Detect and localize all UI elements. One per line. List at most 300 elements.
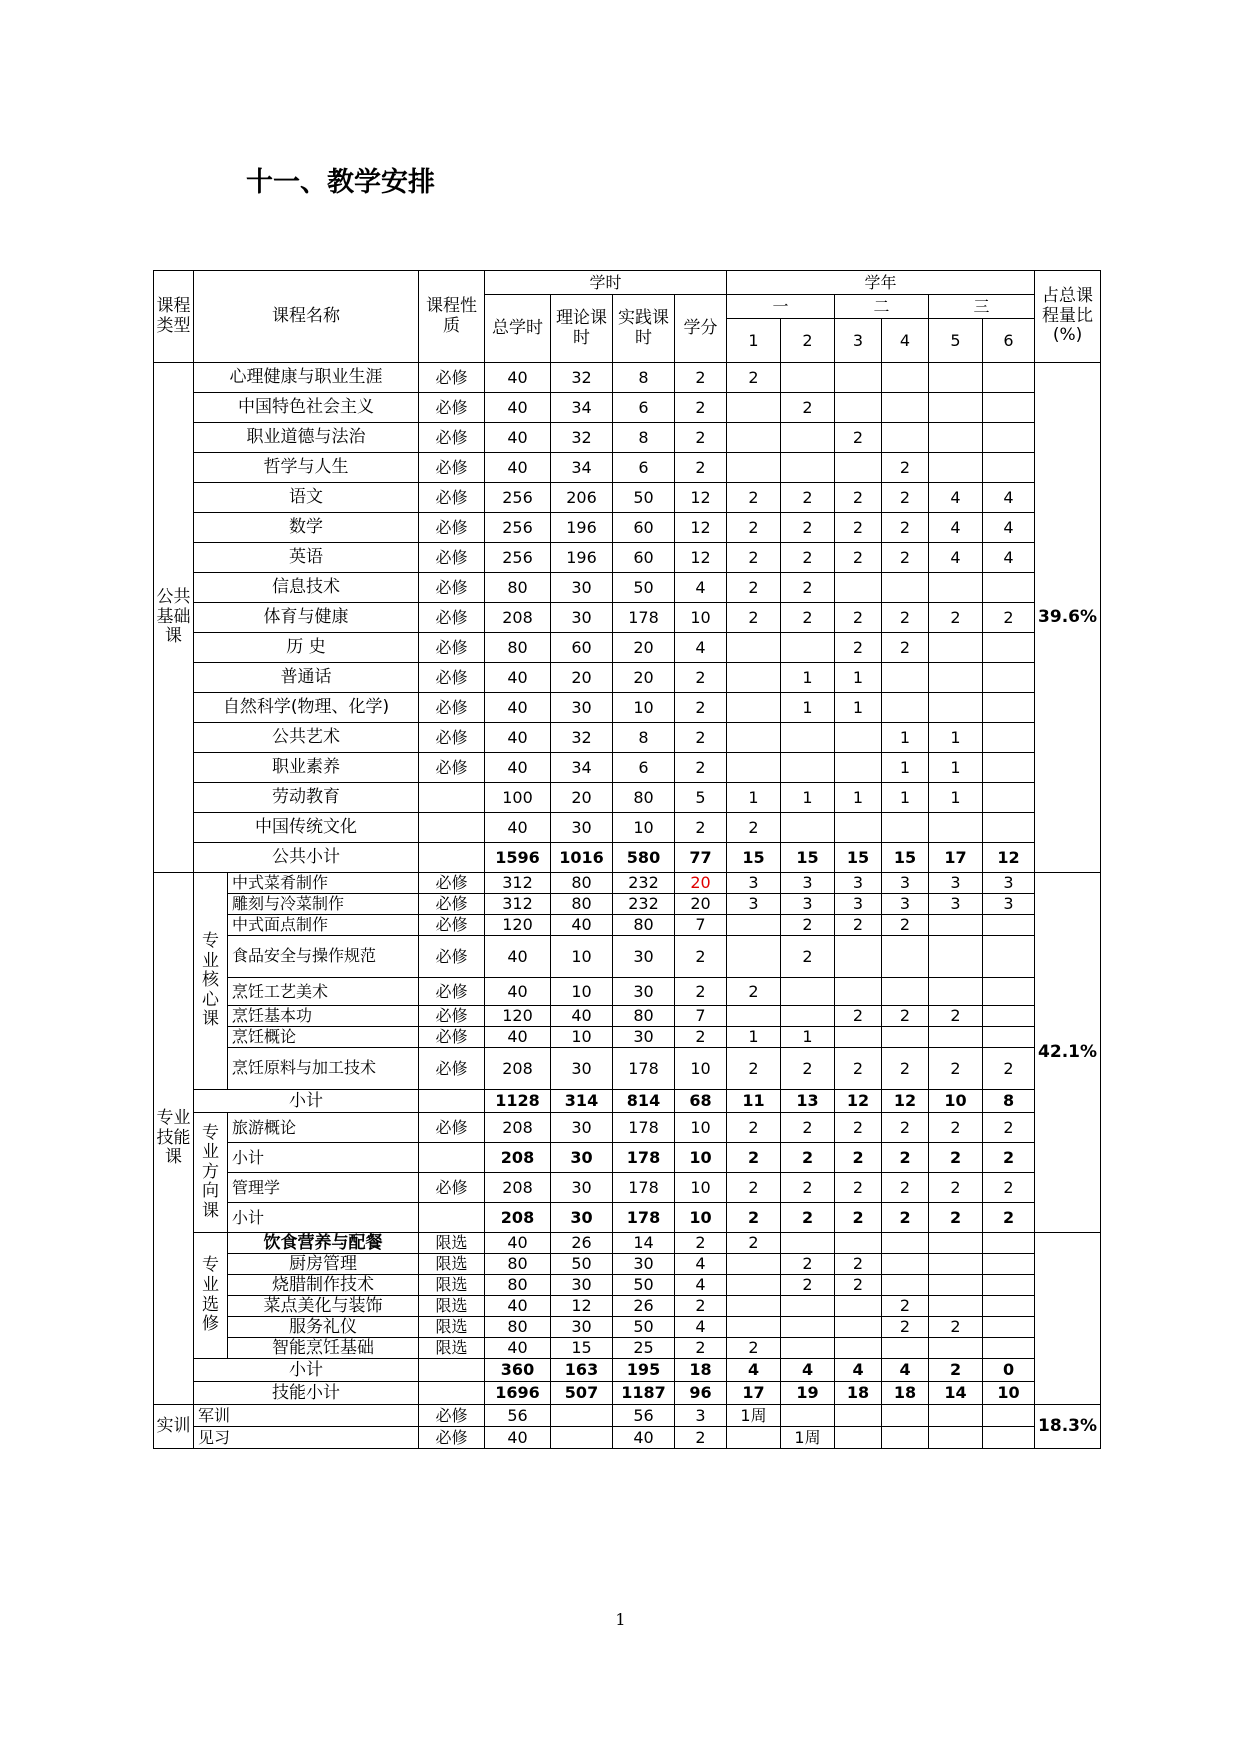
table-cell: 2 <box>983 1048 1035 1090</box>
table-cell <box>983 1233 1035 1254</box>
header-practice-hours: 实践课时 <box>613 295 675 363</box>
header-semester-5: 5 <box>929 319 983 363</box>
table-cell: 195 <box>613 1359 675 1382</box>
table-cell: 15 <box>727 843 781 873</box>
table-row <box>154 603 1101 633</box>
table-cell <box>727 1296 781 1317</box>
table-cell: 2 <box>835 1203 882 1233</box>
course-nature: 限选 <box>419 1233 485 1254</box>
table-cell: 2 <box>929 1203 983 1233</box>
table-row <box>154 1113 1101 1143</box>
course-nature: 必修 <box>419 873 485 894</box>
table-cell: 2 <box>835 423 882 453</box>
table-cell: 3 <box>727 873 781 894</box>
table-cell: 10 <box>613 693 675 723</box>
table-cell: 2 <box>781 1143 835 1173</box>
table-cell: 3 <box>882 894 929 915</box>
table-cell: 2 <box>983 1143 1035 1173</box>
table-cell: 2 <box>882 1203 929 1233</box>
table-cell: 30 <box>551 813 613 843</box>
table-row <box>154 723 1101 753</box>
table-cell: 1187 <box>613 1382 675 1405</box>
table-cell <box>983 1275 1035 1296</box>
table-cell: 12 <box>835 1090 882 1113</box>
table-cell: 34 <box>551 753 613 783</box>
course-nature: 必修 <box>419 513 485 543</box>
table-cell: 18 <box>675 1359 727 1382</box>
table-cell <box>727 663 781 693</box>
table-cell: 19 <box>781 1382 835 1405</box>
table-cell <box>835 813 882 843</box>
table-cell: 4 <box>675 1275 727 1296</box>
table-cell: 2 <box>675 1338 727 1359</box>
table-cell: 120 <box>485 1006 551 1027</box>
table-cell: 1 <box>929 783 983 813</box>
table-cell: 2 <box>882 543 929 573</box>
course-name: 军训 <box>194 1405 419 1427</box>
table-cell: 256 <box>485 543 551 573</box>
course-name: 烹饪工艺美术 <box>228 978 419 1006</box>
table-cell: 2 <box>675 978 727 1006</box>
table-cell <box>983 1254 1035 1275</box>
table-cell <box>983 423 1035 453</box>
course-name: 体育与健康 <box>194 603 419 633</box>
table-cell <box>929 393 983 423</box>
course-nature: 必修 <box>419 1006 485 1027</box>
table-cell <box>835 723 882 753</box>
table-cell: 2 <box>727 1338 781 1359</box>
table-cell: 507 <box>551 1382 613 1405</box>
table-cell: 4 <box>675 633 727 663</box>
table-cell: 12 <box>675 483 727 513</box>
table-cell: 314 <box>551 1090 613 1113</box>
table-cell: 2 <box>675 723 727 753</box>
table-cell: 40 <box>485 1233 551 1254</box>
table-cell <box>882 1405 929 1427</box>
table-cell: 4 <box>675 573 727 603</box>
table-cell: 80 <box>613 783 675 813</box>
table-cell <box>781 423 835 453</box>
table-cell <box>983 1405 1035 1427</box>
table-cell <box>929 453 983 483</box>
table-cell: 34 <box>551 393 613 423</box>
table-cell: 8 <box>613 363 675 393</box>
table-cell: 10 <box>675 603 727 633</box>
table-cell: 14 <box>613 1233 675 1254</box>
table-cell: 2 <box>781 483 835 513</box>
table-cell: 2 <box>675 936 727 978</box>
table-cell: 96 <box>675 1382 727 1405</box>
table-cell: 2 <box>675 753 727 783</box>
table-cell: 40 <box>485 423 551 453</box>
table-cell: 40 <box>485 1427 551 1449</box>
table-cell: 20 <box>613 663 675 693</box>
header-school-year: 学年 <box>727 271 1035 295</box>
table-cell: 2 <box>835 1143 882 1173</box>
table-cell: 12 <box>551 1296 613 1317</box>
table-cell: 32 <box>551 363 613 393</box>
table-cell: 1 <box>835 783 882 813</box>
table-cell: 2 <box>835 915 882 936</box>
table-cell <box>882 1027 929 1048</box>
table-row <box>154 693 1101 723</box>
table-cell: 2 <box>727 1203 781 1233</box>
table-cell: 20 <box>551 783 613 813</box>
table-cell: 40 <box>485 663 551 693</box>
table-cell <box>929 1427 983 1449</box>
table-cell: 196 <box>551 513 613 543</box>
course-name: 雕刻与冷菜制作 <box>228 894 419 915</box>
table-row <box>154 936 1101 978</box>
table-row <box>154 894 1101 915</box>
table-cell: 40 <box>485 978 551 1006</box>
table-cell: 2 <box>882 603 929 633</box>
table-cell <box>727 633 781 663</box>
table-cell <box>727 453 781 483</box>
course-nature <box>419 1143 485 1173</box>
table-cell <box>983 393 1035 423</box>
table-cell: 4 <box>675 1317 727 1338</box>
course-nature: 限选 <box>419 1317 485 1338</box>
group-training: 实训 <box>154 1405 194 1449</box>
table-cell: 1周 <box>781 1427 835 1449</box>
course-nature: 必修 <box>419 663 485 693</box>
course-name: 智能烹饪基础 <box>228 1338 419 1359</box>
table-cell: 80 <box>485 573 551 603</box>
table-row <box>154 1027 1101 1048</box>
table-cell: 14 <box>929 1382 983 1405</box>
course-name: 旅游概论 <box>228 1113 419 1143</box>
table-row <box>154 813 1101 843</box>
table-cell: 2 <box>781 513 835 543</box>
group-professional-skill: 专业技能课 <box>154 873 194 1405</box>
table-cell <box>929 633 983 663</box>
table-cell <box>835 1296 882 1317</box>
table-cell: 50 <box>613 1275 675 1296</box>
table-cell: 2 <box>882 633 929 663</box>
table-cell: 2 <box>781 543 835 573</box>
table-row <box>154 1254 1101 1275</box>
header-course-type: 课程类型 <box>154 271 194 363</box>
table-cell: 2 <box>882 513 929 543</box>
table-cell <box>882 423 929 453</box>
course-name: 管理学 <box>228 1173 419 1203</box>
table-cell <box>882 693 929 723</box>
course-name: 见习 <box>194 1427 419 1449</box>
page-number: 1 <box>615 1610 626 1629</box>
table-cell: 4 <box>983 483 1035 513</box>
table-cell: 256 <box>485 483 551 513</box>
course-nature <box>419 843 485 873</box>
table-cell: 312 <box>485 873 551 894</box>
table-cell: 10 <box>551 1027 613 1048</box>
table-cell: 2 <box>929 1317 983 1338</box>
table-cell <box>983 693 1035 723</box>
table-cell: 2 <box>929 1173 983 1203</box>
table-cell: 4 <box>983 513 1035 543</box>
table-cell: 26 <box>613 1296 675 1317</box>
table-cell: 208 <box>485 1203 551 1233</box>
table-cell <box>929 978 983 1006</box>
table-cell: 32 <box>551 723 613 753</box>
table-cell: 11 <box>727 1090 781 1113</box>
table-cell <box>727 1275 781 1296</box>
course-nature: 必修 <box>419 693 485 723</box>
header-hours: 学时 <box>485 271 727 295</box>
table-cell: 10 <box>675 1203 727 1233</box>
table-cell: 80 <box>485 1275 551 1296</box>
course-nature <box>419 1359 485 1382</box>
table-row <box>154 978 1101 1006</box>
course-nature <box>419 1382 485 1405</box>
table-cell: 2 <box>882 1006 929 1027</box>
table-cell: 1 <box>929 723 983 753</box>
table-cell <box>835 573 882 603</box>
table-cell <box>929 363 983 393</box>
table-cell: 2 <box>882 483 929 513</box>
table-cell: 2 <box>781 1275 835 1296</box>
table-cell <box>727 915 781 936</box>
course-nature: 必修 <box>419 363 485 393</box>
course-nature: 限选 <box>419 1338 485 1359</box>
table-body <box>154 363 1101 1449</box>
table-cell <box>781 1405 835 1427</box>
table-cell: 232 <box>613 873 675 894</box>
table-cell: 50 <box>613 483 675 513</box>
elective-subtotal-label: 小计 <box>194 1359 419 1382</box>
table-cell <box>983 363 1035 393</box>
course-nature: 必修 <box>419 633 485 663</box>
table-cell <box>983 813 1035 843</box>
table-row <box>154 1173 1101 1203</box>
course-nature: 必修 <box>419 453 485 483</box>
course-nature <box>419 1090 485 1113</box>
table-cell: 2 <box>675 1427 727 1449</box>
table-cell: 580 <box>613 843 675 873</box>
table-cell: 6 <box>613 453 675 483</box>
table-cell: 10 <box>929 1090 983 1113</box>
course-nature <box>419 783 485 813</box>
table-cell: 2 <box>675 1233 727 1254</box>
table-row <box>154 483 1101 513</box>
table-cell: 2 <box>882 1048 929 1090</box>
table-cell: 40 <box>485 693 551 723</box>
header-semester-2: 2 <box>781 319 835 363</box>
header-semester-4: 4 <box>882 319 929 363</box>
table-cell: 2 <box>983 1173 1035 1203</box>
table-cell: 2 <box>835 1173 882 1203</box>
table-cell: 30 <box>613 1027 675 1048</box>
table-row <box>154 915 1101 936</box>
table-cell: 2 <box>675 453 727 483</box>
header-total-hours: 总学时 <box>485 295 551 363</box>
table-cell: 2 <box>675 393 727 423</box>
table-cell: 4 <box>929 483 983 513</box>
table-cell <box>727 1317 781 1338</box>
course-nature <box>419 1203 485 1233</box>
table-cell <box>882 813 929 843</box>
table-cell: 2 <box>835 543 882 573</box>
course-name: 心理健康与职业生涯 <box>194 363 419 393</box>
table-cell: 30 <box>551 1275 613 1296</box>
table-cell <box>929 915 983 936</box>
course-nature: 必修 <box>419 936 485 978</box>
course-name: 中式面点制作 <box>228 915 419 936</box>
course-name: 烹饪基本功 <box>228 1006 419 1027</box>
table-cell: 2 <box>727 1233 781 1254</box>
table-cell: 208 <box>485 1048 551 1090</box>
table-cell: 1 <box>781 663 835 693</box>
table-cell <box>835 1338 882 1359</box>
table-cell: 30 <box>551 573 613 603</box>
header-year-2: 二 <box>835 295 929 319</box>
table-cell: 2 <box>882 1113 929 1143</box>
header-year-1: 一 <box>727 295 835 319</box>
course-name: 烹饪概论 <box>228 1027 419 1048</box>
table-cell: 17 <box>727 1382 781 1405</box>
course-name: 服务礼仪 <box>228 1317 419 1338</box>
course-nature: 限选 <box>419 1296 485 1317</box>
group-elective-courses: 专业选修 <box>194 1233 228 1359</box>
table-row <box>154 843 1101 873</box>
table-cell: 80 <box>485 1254 551 1275</box>
table-cell: 2 <box>929 603 983 633</box>
table-cell: 2 <box>781 1254 835 1275</box>
table-cell <box>983 1317 1035 1338</box>
table-cell: 196 <box>551 543 613 573</box>
table-cell: 2 <box>781 915 835 936</box>
table-cell: 2 <box>781 1173 835 1203</box>
table-row <box>154 393 1101 423</box>
table-cell: 1 <box>835 663 882 693</box>
course-name: 中国特色社会主义 <box>194 393 419 423</box>
group-direction-courses: 专业方向课 <box>194 1113 228 1233</box>
course-name: 英语 <box>194 543 419 573</box>
table-cell: 50 <box>613 1317 675 1338</box>
table-cell: 34 <box>551 453 613 483</box>
table-cell: 77 <box>675 843 727 873</box>
table-cell <box>835 363 882 393</box>
course-name: 哲学与人生 <box>194 453 419 483</box>
table-row <box>154 1317 1101 1338</box>
table-cell <box>929 936 983 978</box>
table-cell: 2 <box>727 1048 781 1090</box>
table-cell: 7 <box>675 1006 727 1027</box>
table-cell: 2 <box>675 693 727 723</box>
table-cell: 1 <box>835 693 882 723</box>
table-cell: 8 <box>613 723 675 753</box>
page-title: 十一、教学安排 <box>246 167 435 198</box>
table-row <box>154 1296 1101 1317</box>
table-cell: 4 <box>781 1359 835 1382</box>
table-cell <box>727 936 781 978</box>
table-row <box>154 1048 1101 1090</box>
table-cell: 2 <box>675 663 727 693</box>
table-cell <box>983 783 1035 813</box>
table-cell <box>929 1275 983 1296</box>
table-cell: 8 <box>983 1090 1035 1113</box>
table-cell <box>929 813 983 843</box>
table-cell <box>727 423 781 453</box>
table-cell: 208 <box>485 1113 551 1143</box>
table-cell: 1 <box>882 783 929 813</box>
table-row <box>154 513 1101 543</box>
table-cell <box>781 1006 835 1027</box>
table-cell <box>983 978 1035 1006</box>
table-cell <box>882 573 929 603</box>
header-semester-3: 3 <box>835 319 882 363</box>
table-row <box>154 633 1101 663</box>
table-row <box>154 783 1101 813</box>
table-cell: 3 <box>835 894 882 915</box>
table-row <box>154 453 1101 483</box>
table-cell: 3 <box>929 894 983 915</box>
table-cell: 2 <box>781 573 835 603</box>
table-row <box>154 1090 1101 1113</box>
table-cell <box>983 633 1035 663</box>
header-course-nature: 课程性质 <box>419 271 485 363</box>
table-cell: 7 <box>675 915 727 936</box>
table-cell: 2 <box>781 1113 835 1143</box>
table-cell: 30 <box>551 1113 613 1143</box>
table-cell: 30 <box>613 978 675 1006</box>
table-row <box>154 1359 1101 1382</box>
table-cell: 40 <box>485 363 551 393</box>
table-cell: 814 <box>613 1090 675 1113</box>
table-cell <box>882 1338 929 1359</box>
table-cell <box>727 753 781 783</box>
table-cell: 2 <box>882 1173 929 1203</box>
table-cell <box>835 1427 882 1449</box>
course-name: 中国传统文化 <box>194 813 419 843</box>
table-cell: 10 <box>675 1143 727 1173</box>
table-cell <box>727 723 781 753</box>
course-nature: 必修 <box>419 573 485 603</box>
table-cell: 30 <box>551 1143 613 1173</box>
table-cell <box>983 663 1035 693</box>
group-core-courses: 专业核心课 <box>194 873 228 1090</box>
public-subtotal-label: 公共小计 <box>194 843 419 873</box>
table-cell: 4 <box>929 513 983 543</box>
table-cell: 10 <box>613 813 675 843</box>
table-cell: 2 <box>727 603 781 633</box>
table-cell: 10 <box>983 1382 1035 1405</box>
table-cell: 4 <box>882 1359 929 1382</box>
table-cell <box>929 693 983 723</box>
table-cell: 50 <box>551 1254 613 1275</box>
table-cell: 1128 <box>485 1090 551 1113</box>
table-cell: 4 <box>675 1254 727 1275</box>
table-cell: 2 <box>727 543 781 573</box>
table-cell <box>781 753 835 783</box>
table-cell <box>929 1233 983 1254</box>
table-cell: 2 <box>835 1006 882 1027</box>
table-row <box>154 873 1101 894</box>
table-cell: 178 <box>613 1048 675 1090</box>
table-cell <box>781 633 835 663</box>
table-cell: 1 <box>727 783 781 813</box>
table-cell: 2 <box>835 1275 882 1296</box>
table-row <box>154 543 1101 573</box>
table-cell <box>882 1254 929 1275</box>
table-cell: 20 <box>551 663 613 693</box>
header-course-name: 课程名称 <box>194 271 419 363</box>
table-cell: 2 <box>727 1173 781 1203</box>
table-cell <box>983 936 1035 978</box>
table-cell: 360 <box>485 1359 551 1382</box>
table-cell: 163 <box>551 1359 613 1382</box>
table-row <box>154 663 1101 693</box>
